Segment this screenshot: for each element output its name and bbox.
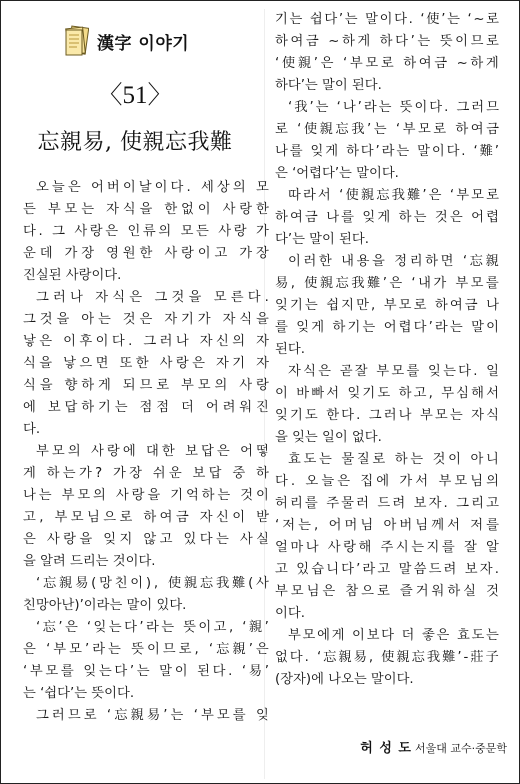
body-line: 진실된 사랑이다. (23, 268, 122, 283)
body-line: 친망아난)’이라는 말이 있다. (23, 598, 187, 613)
body-line: ‘ 使 親 ’ 은 ‘ 부 모 로 하 여 금 ~ 하 게 (275, 56, 499, 71)
column-header (63, 23, 189, 59)
body-line: 하 여 금 나 를 잊 게 하 는 것 은 어 렵 (275, 210, 499, 225)
body-line: 은 ‘어렵다’는 말이다. (275, 166, 399, 181)
body-line: ‘ 忘 ’ 은 ‘ 잊 는 다 ’ 라 는 뜻 이 고 , ‘ 親 ’ (36, 620, 269, 635)
body-line: 부 모 에 게 이 보 다 더 좋 은 효 도 는 (288, 628, 499, 643)
body-line: 그 러 나 자 식 은 그 것 을 모 른 다 . (36, 290, 269, 305)
body-line: 식 을 낳 으 면 또 한 사 랑 은 자 기 자 (23, 356, 269, 371)
body-line: 하다’는 말이 된다. (275, 78, 382, 93)
body-line: 로 ‘ 使 親 忘 我 ’ 는 ‘ 부 모 로 하 여 금 (275, 122, 499, 137)
body-line: 易 , 使 親 忘 我 難 ’ 은 ‘ 내 가 부 모 를 (275, 276, 499, 291)
body-line: 부 모 의 사 랑 에 대 한 보 답 은 어 떻 (36, 444, 269, 459)
body-line: 고 있 습 니 다 ’ 라 고 말 씀 드 려 보 자 . (275, 562, 499, 577)
body-line: 은 사 랑 을 잊 지 않 고 있 다 는 사 실 (23, 532, 269, 547)
body-line: 에 보 답 하 기 는 점 점 더 어 려 워 진 (23, 400, 269, 415)
body-line: 하 여 금 ~ 하 게 하 다 ’ 는 뜻 이 므 로 (275, 34, 499, 49)
body-line: 는 ‘쉽다’는 뜻이다. (23, 686, 135, 701)
body-right-column (275, 9, 499, 691)
body-line: 이다. (275, 606, 305, 621)
body-line: 그 러 므 로 ‘ 忘 親 易 ’ 는 ‘ 부 모 를 잊 (36, 708, 269, 723)
body-line: 따 라 서 ‘ 使 親 忘 我 難 ’ 은 ‘ 부 모 로 (288, 188, 499, 203)
body-line: 을 알려 드리는 것이다. (23, 554, 156, 569)
body-line: 이 러 한 내 용 을 정 리 하 면 ‘ 忘 親 (288, 254, 499, 269)
body-line: ‘ 忘 親 易 ( 망 친 이 ) , 使 親 忘 我 難 ( 사 (36, 576, 269, 591)
body-line: 얼 마 나 사 랑 해 주 시 는 지 를 잘 알 (275, 540, 499, 555)
body-line: 운 데 가 장 영 원 한 사 랑 이 고 가 장 (23, 246, 269, 261)
author-name: 허 성 도 (360, 741, 412, 756)
body-line: 잊 기 는 쉽 지 만 , 부 모 로 하 여 금 나 (275, 298, 499, 313)
scroll-icon (63, 25, 89, 57)
body-line: ‘ 我 ’ 는 ‘ 나 ’ 라 는 뜻 이 다 . 그 러 므 (288, 100, 499, 115)
issue-number: 〈51〉 (97, 82, 173, 109)
body-line: 다. (23, 422, 41, 437)
column-title: 漢字 이야기 (97, 33, 190, 54)
body-line: 식 을 향 하 게 되 므 로 부 모 의 사 랑 (23, 378, 269, 393)
body-line: 자 식 은 곧 잘 부 모 를 잊 는 다 . 일 (288, 364, 499, 379)
body-line: 다’는 말이 된다. (275, 232, 369, 247)
body-line: ‘ 저 는 , 어 머 님 아 버 님 께 서 저 를 (275, 518, 499, 533)
body-line: ‘ 부 모 를 잊 는 다 ’ 는 말 이 된 다 . ‘ 易 ’ (23, 664, 269, 679)
body-line: 그 것 을 아 는 것 은 자 기 가 자 식 을 (23, 312, 269, 327)
body-line: 를 잊 게 하 기 는 어 렵 다 ’ 라 는 말 이 (275, 320, 499, 335)
body-line: 기 는 쉽 다 ’ 는 말 이 다 . ‘ 使 ’ 는 ‘ ~ 로 (275, 12, 499, 27)
body-line: 오 늘 은 어 버 이 날 이 다 . 세 상 의 모 (36, 180, 269, 195)
body-line: 허 리 를 주 물 러 드 려 보 자 . 그 리 고 (275, 496, 499, 511)
body-line: 다 . 그 사 랑 은 인 류 의 모 든 사 랑 가 (23, 224, 269, 239)
body-line: 이 바 빠 서 잊 기 도 하 고 , 무 심 해 서 (275, 386, 499, 401)
body-line: 효 도 는 물 질 로 하 는 것 이 아 니 (288, 452, 499, 467)
headline: 忘親易, 使親忘我難 (37, 130, 233, 155)
body-line: (장자)에 나오는 말이다. (275, 672, 414, 687)
body-line: 든 부 모 는 자 식 을 한 없 이 사 랑 한 (23, 202, 269, 217)
body-line: 을 잊는 일이 없다. (275, 430, 382, 445)
body-line: 없 다 . ‘ 忘 親 易 , 使 親 忘 我 難 ’ - 莊 子 (275, 650, 499, 665)
body-line: 은 ‘ 부 모 ’ 라 는 뜻 이 므 로 , ‘ 忘 親 ’ 은 (23, 642, 269, 657)
body-line: 부 모 님 은 참 으 로 즐 거 워 하 실 것 (275, 584, 499, 599)
byline (360, 737, 507, 756)
body-line: 게 하 는 가 ? 가 장 쉬 운 보 답 중 하 (23, 466, 269, 481)
body-line: 고 , 부 모 님 으 로 하 여 금 자 신 이 받 (23, 510, 269, 525)
body-line: 나 를 잊 게 하 다 ’ 라 는 말 이 다 . ‘ 難 ’ (275, 144, 499, 159)
body-line: 낳 은 이 후 이 다 . 그 러 나 자 신 의 자 (23, 334, 269, 349)
body-line: 다 . 오 늘 은 집 에 가 서 부 모 님 의 (275, 474, 499, 489)
body-line: 나 는 부 모 의 사 랑 을 기 억 하 는 것 이 (23, 488, 269, 503)
author-affiliation: 서울대 교수·중문학 (414, 742, 507, 755)
body-left-column (23, 177, 269, 727)
body-line: 잊 기 도 한 다 . 그 러 나 부 모 는 자 식 (275, 408, 499, 423)
body-line: 된다. (275, 342, 305, 357)
